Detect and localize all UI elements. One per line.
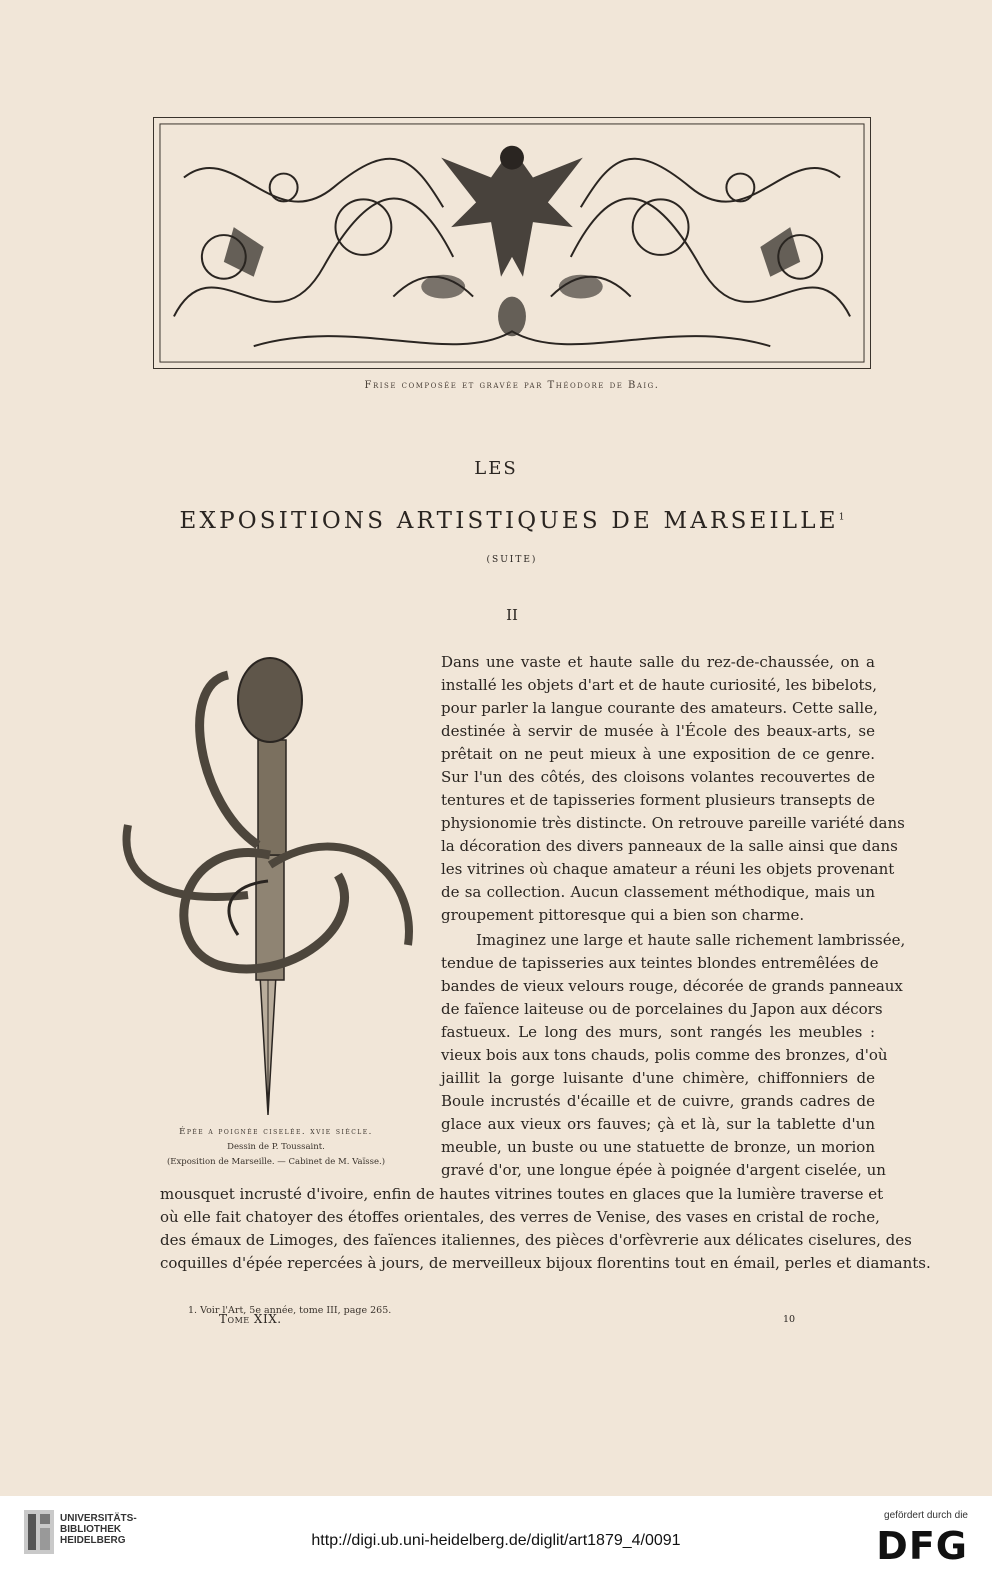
digitization-footer bbox=[0, 1496, 992, 1585]
page-number: 10 bbox=[783, 1314, 796, 1325]
university-name-line: HEIDELBERG bbox=[60, 1535, 126, 1546]
university-name-line: UNIVERSITÄTS- bbox=[60, 1513, 137, 1524]
body-line: Sur l'un des côtés, des cloisons volantes recouvertes de bbox=[441, 768, 875, 786]
frieze-engraving bbox=[154, 118, 870, 368]
body-line: vieux bois aux tons chauds, polis comme des bronzes, d'où bbox=[441, 1046, 888, 1064]
dfg-logo: DFG bbox=[876, 1524, 968, 1568]
sword-illustration bbox=[118, 645, 418, 1125]
body-line: où elle fait chatoyer des étoffes orientales, des verres de Venise, des vases en cristal de roche, bbox=[160, 1208, 880, 1226]
body-line: bandes de vieux velours rouge, décorée de grands panneaux bbox=[441, 977, 903, 995]
section-number: II bbox=[506, 606, 518, 624]
body-line: prêtait on ne peut mieux à une exposition de ce genre. bbox=[441, 745, 875, 763]
body-line: de faïence laiteuse ou de porcelaines du Japon aux décors bbox=[441, 1000, 883, 1018]
sword-caption-title: Épée a poignée ciselée. xvie siècle. bbox=[179, 1127, 373, 1137]
body-line: mousquet incrusté d'ivoire, enfin de hautes vitrines toutes en glaces que la lumière traverse et bbox=[160, 1185, 884, 1203]
body-line: physionomie très distincte. On retrouve pareille variété dans bbox=[441, 814, 905, 832]
body-line: meuble, un buste ou une statuette de bronze, un morion bbox=[441, 1138, 875, 1156]
body-line: coquilles d'épée repercées à jours, de merveilleux bijoux florentins tout en émail, perles et diamants. bbox=[160, 1254, 931, 1272]
body-line: glace aux vieux ors fauves; çà et là, sur la tablette d'un bbox=[441, 1115, 875, 1133]
body-line: installé les objets d'art et de haute curiosité, les bibelots, bbox=[441, 676, 877, 694]
article-title-text: EXPOSITIONS ARTISTIQUES DE MARSEILLE bbox=[179, 508, 839, 534]
ornamental-frieze bbox=[153, 117, 871, 369]
university-name-line: BIBLIOTHEK bbox=[60, 1524, 122, 1535]
body-line: pour parler la langue courante des amateurs. Cette salle, bbox=[441, 699, 878, 717]
body-line: la décoration des divers panneaux de la salle ainsi que dans bbox=[441, 837, 898, 855]
body-line: Dans une vaste et haute salle du rez-de-chaussée, on a bbox=[441, 653, 875, 671]
frieze-caption: Frise composée et gravée par Théodore de Baig. bbox=[364, 380, 660, 391]
permalink-url[interactable]: http://digi.ub.uni-heidelberg.de/diglit/art1879_4/0091 bbox=[311, 1532, 681, 1549]
sword-caption-credit: Dessin de P. Toussaint. bbox=[227, 1142, 325, 1152]
body-line: de sa collection. Aucun classement méthodique, mais un bbox=[441, 883, 875, 901]
body-line: gravé d'or, une longue épée à poignée d'argent ciselée, un bbox=[441, 1161, 886, 1179]
volume-label: Tome XIX. bbox=[219, 1312, 282, 1326]
suite-label: (SUITE) bbox=[486, 555, 538, 565]
body-line: les vitrines où chaque amateur a réuni les objets provenant bbox=[441, 860, 895, 878]
sword-caption bbox=[150, 1125, 402, 1170]
body-line: tentures et de tapisseries forment plusieurs transepts de bbox=[441, 791, 875, 809]
article-title bbox=[0, 508, 992, 534]
body-line: tendue de tapisseries aux teintes blondes entremêlées de bbox=[441, 954, 879, 972]
footnote: 1. Voir l'Art, 5e année, tome III, page 265. bbox=[188, 1305, 392, 1316]
body-line: groupement pittoresque qui a bien son charme. bbox=[441, 906, 805, 924]
body-line: Boule incrustés d'écaille et de cuivre, grands cadres de bbox=[441, 1092, 875, 1110]
heading-les: LES bbox=[474, 458, 518, 479]
body-line: Imaginez une large et haute salle richement lambrissée, bbox=[476, 931, 906, 949]
body-line: jaillit la gorge luisante d'une chimère, chiffonniers de bbox=[441, 1069, 875, 1087]
sword-engraving bbox=[118, 645, 418, 1125]
sword-caption-source: (Exposition de Marseille. — Cabinet de M. Vaïsse.) bbox=[166, 1157, 386, 1167]
body-line: destinée à servir de musée à l'École des beaux-arts, se bbox=[441, 722, 875, 740]
funded-by-label: gefördert durch die bbox=[884, 1510, 968, 1521]
body-line: des émaux de Limoges, des faïences italiennes, des pièces d'orfèvrerie aux délicates ciselures, des bbox=[160, 1231, 912, 1249]
footnote-mark: 1 bbox=[838, 512, 845, 523]
body-line: fastueux. Le long des murs, sont rangés les meubles : bbox=[441, 1023, 875, 1041]
